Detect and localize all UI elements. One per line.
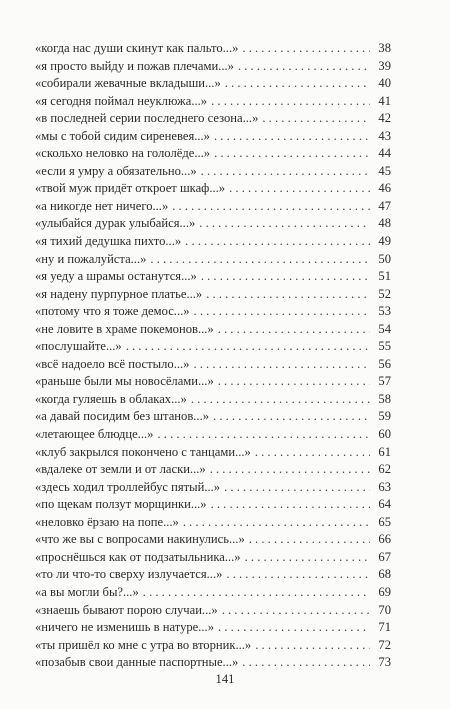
dot-leader (249, 531, 370, 549)
toc-entry-page: 67 (378, 549, 391, 564)
dot-leader (226, 566, 370, 584)
toc-entry-page: 44 (378, 146, 391, 161)
toc-entry-title: «а давай посидим без штанов...» (35, 409, 210, 424)
toc-entry-page: 64 (378, 497, 391, 512)
toc-entry-title: «ты пришёл ко мне с утра во вторник...» (35, 637, 252, 652)
dot-leader (211, 496, 370, 514)
toc-entry-page: 59 (378, 409, 391, 424)
toc-entry-title: «проснёшься как от подзатыльника...» (35, 549, 241, 564)
toc-entry-title: «знаешь бывают порою случаи...» (35, 602, 218, 617)
dot-leader (213, 408, 370, 426)
dot-leader (183, 514, 370, 532)
toc-entry-page: 63 (378, 479, 391, 494)
dot-leader (143, 584, 370, 602)
toc-entry (35, 637, 391, 655)
toc-entry (35, 356, 391, 374)
toc-entry-title: «я сегодня поймал неуклюжа...» (35, 93, 208, 108)
dot-leader (224, 479, 370, 497)
toc-entry-page: 43 (378, 128, 391, 143)
toc-entry-page: 65 (378, 514, 391, 529)
toc-entry (35, 426, 391, 444)
toc-entry-page: 69 (378, 584, 391, 599)
toc-entry-title: «не ловите в храме покемонов...» (35, 321, 214, 336)
toc-entry-title: «что же вы с вопросами накинулись...» (35, 532, 245, 547)
toc-entry-title: «ничего не изменишь в натуре...» (35, 620, 214, 635)
dot-leader (126, 338, 370, 356)
dot-leader (255, 637, 370, 655)
toc-entry (35, 584, 391, 602)
toc-entry-page: 60 (378, 427, 391, 442)
toc-entry (35, 215, 391, 233)
toc-entry-page: 51 (378, 269, 391, 284)
dot-leader (218, 619, 370, 637)
toc-entry (35, 531, 391, 549)
toc-entry (35, 461, 391, 479)
toc-entry (35, 163, 391, 181)
toc-entry-title: «летающее блюдце...» (35, 427, 154, 442)
toc-entry (35, 373, 391, 391)
toc-entry-title: «по щекам ползут морщинки...» (35, 497, 207, 512)
toc-entry-title: «я надену пурпурное платье...» (35, 286, 203, 301)
toc-entry-title: «твой муж придёт откроет шкаф...» (35, 181, 226, 196)
toc-entry-title: «в последней серии последнего сезона...» (35, 111, 259, 126)
toc-entry (35, 128, 391, 146)
toc-entry-page: 39 (378, 58, 391, 73)
toc-entry-title: «раньше были мы новосёлами...» (35, 374, 214, 389)
dot-leader (150, 251, 370, 269)
toc-entry (35, 251, 391, 269)
toc-entry-title: «а никогде нет ничего...» (35, 198, 169, 213)
toc-entry-title: «здесь ходил троллейбус пятый...» (35, 479, 221, 494)
toc-entry-page: 53 (378, 304, 391, 319)
dot-leader (193, 356, 370, 374)
toc-entry-page: 42 (378, 111, 391, 126)
toc-entry-title: «улыбайся дурак улыбайся...» (35, 216, 196, 231)
toc-entry-page: 73 (378, 655, 391, 670)
dot-leader (238, 58, 370, 76)
toc-entry (35, 180, 391, 198)
dot-leader (262, 110, 370, 128)
toc-entry (35, 58, 391, 76)
toc-entry-title: «всё надоело всё постыло...» (35, 356, 190, 371)
toc-entry-page: 71 (378, 620, 391, 635)
toc-entry (35, 549, 391, 567)
toc-entry-title: «то ли что-то сверху излучается...» (35, 567, 223, 582)
toc-entry (35, 233, 391, 251)
toc-entry-page: 40 (378, 76, 391, 91)
toc-entry (35, 619, 391, 637)
toc-entry (35, 391, 391, 409)
toc-entry (35, 654, 391, 672)
dot-leader (206, 286, 370, 304)
dot-leader (214, 145, 370, 163)
toc-entry (35, 303, 391, 321)
toc-entry (35, 198, 391, 216)
dot-leader (211, 93, 370, 111)
toc-entry (35, 268, 391, 286)
dot-leader (225, 75, 370, 93)
toc-entry-title: «я тихий дедушка пихто...» (35, 234, 182, 249)
toc-entry (35, 321, 391, 339)
toc-entry (35, 602, 391, 620)
dot-leader (210, 461, 370, 479)
toc-entry-title: «я уеду а шрамы останутся...» (35, 269, 197, 284)
toc-entry (35, 444, 391, 462)
toc-entry-page: 68 (378, 567, 391, 582)
toc-entry-title: «скольхо неловко на гололёде...» (35, 146, 211, 161)
dot-leader (242, 40, 370, 58)
dot-leader (199, 215, 370, 233)
toc-entry-title: «а вы могли бы?...» (35, 584, 139, 599)
toc-entry-page: 61 (378, 444, 391, 459)
toc-entry-title: «собирали жевачные вкладыши...» (35, 76, 221, 91)
toc-entry (35, 75, 391, 93)
toc-entry-page: 66 (378, 532, 391, 547)
toc-entry (35, 496, 391, 514)
toc-entry (35, 40, 391, 58)
table-of-contents (35, 40, 391, 672)
dot-leader (185, 233, 370, 251)
toc-entry-page: 72 (378, 637, 391, 652)
toc-entry-page: 70 (378, 602, 391, 617)
dot-leader (201, 268, 370, 286)
toc-entry-page: 55 (378, 339, 391, 354)
dot-leader (222, 602, 370, 620)
toc-entry-page: 46 (378, 181, 391, 196)
toc-entry (35, 338, 391, 356)
toc-entry-title: «послушайте...» (35, 339, 122, 354)
toc-entry (35, 286, 391, 304)
toc-entry-title: «ну и пожалуйста...» (35, 251, 147, 266)
toc-entry-page: 52 (378, 286, 391, 301)
toc-entry-page: 47 (378, 198, 391, 213)
toc-entry (35, 408, 391, 426)
toc-entry-page: 62 (378, 462, 391, 477)
toc-entry (35, 514, 391, 532)
toc-entry-page: 56 (378, 356, 391, 371)
toc-entry (35, 93, 391, 111)
dot-leader (229, 180, 370, 198)
toc-entry-title: «вдалеке от земли и от ласки...» (35, 462, 206, 477)
dot-leader (242, 654, 370, 672)
dot-leader (172, 198, 370, 216)
toc-entry-title: «потому что я тоже демос...» (35, 304, 190, 319)
dot-leader (214, 128, 370, 146)
dot-leader (194, 303, 370, 321)
toc-entry-page: 38 (378, 41, 391, 55)
toc-entry-title: «когда гуляешь в облаках...» (35, 391, 187, 406)
toc-entry-title: «клуб закрылся покончено с танцами...» (35, 444, 251, 459)
toc-entry (35, 145, 391, 163)
toc-entry-page: 45 (378, 163, 391, 178)
toc-entry-title: «я просто выйду и пожав плечами...» (35, 58, 234, 73)
toc-entry-page: 48 (378, 216, 391, 231)
toc-entry (35, 479, 391, 497)
dot-leader (218, 321, 370, 339)
dot-leader (255, 444, 370, 462)
toc-entry-page: 50 (378, 251, 391, 266)
toc-entry (35, 110, 391, 128)
toc-entry-title: «неловко ёрзаю на попе...» (35, 514, 179, 529)
toc-entry-page: 57 (378, 374, 391, 389)
toc-entry-page: 41 (378, 93, 391, 108)
dot-leader (191, 391, 370, 409)
toc-entry (35, 566, 391, 584)
toc-entry-page: 49 (378, 234, 391, 249)
toc-entry-page: 58 (378, 391, 391, 406)
dot-leader (157, 426, 370, 444)
toc-entry-page: 54 (378, 321, 391, 336)
toc-entry-title: «если я умру а обязательно...» (35, 163, 197, 178)
toc-entry-title: «позабыв свои данные паспортные...» (35, 655, 239, 670)
toc-entry-title: «мы с тобой сидим сиреневея...» (35, 128, 210, 143)
dot-leader (218, 373, 370, 391)
page-number: 141 (215, 672, 235, 686)
dot-leader (245, 549, 370, 567)
dot-leader (201, 163, 370, 181)
toc-entry-title: «когда нас души скинут как пальто...» (35, 41, 239, 55)
